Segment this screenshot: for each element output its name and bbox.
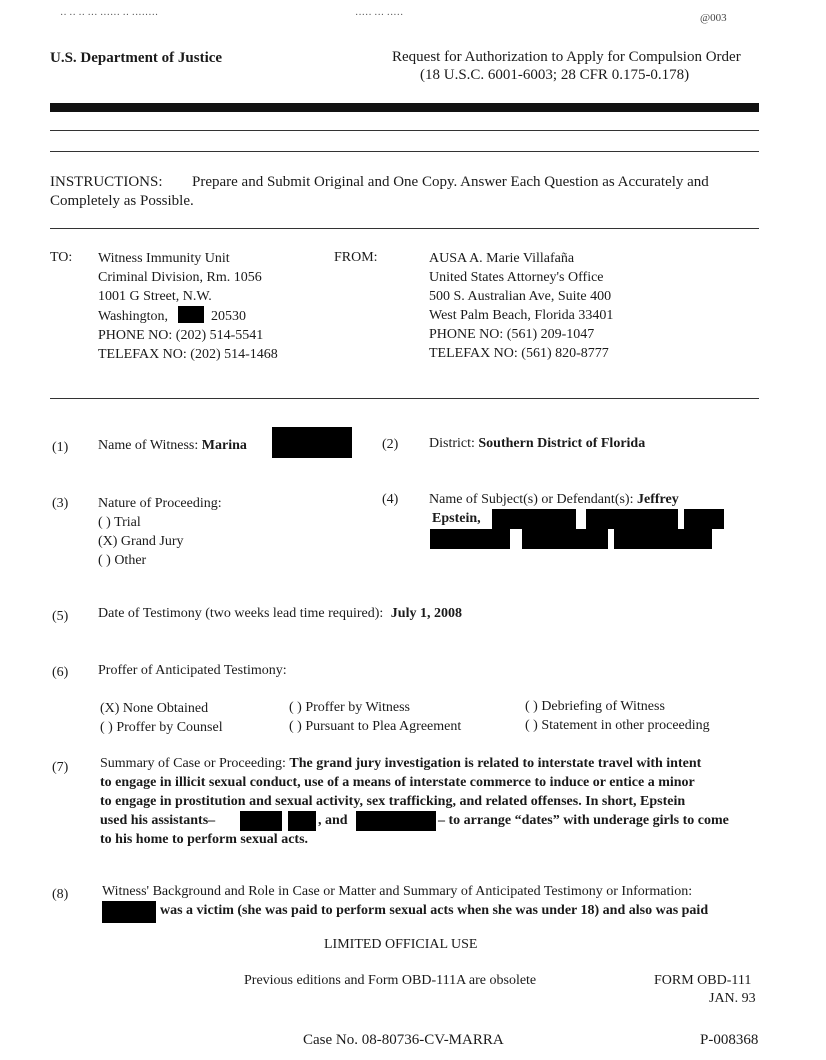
rule (50, 228, 759, 229)
fax-header-mid: ····· ··· ····· (355, 10, 404, 21)
item-number: (3) (52, 496, 69, 511)
proffer-col-1 (100, 699, 223, 737)
from-line: PHONE NO: (561) 209-1047 (429, 327, 595, 342)
witness-label: Name of Witness: (98, 438, 199, 453)
subject-value-cont: Epstein, (432, 511, 481, 526)
proffer-label: Proffer of Anticipated Testimony: (98, 663, 287, 678)
redaction-block (430, 529, 510, 549)
background-text: was a victim (she was paid to perform sexual acts when she was under 18) and also was paid (160, 903, 709, 918)
proffer-col-3 (525, 697, 710, 735)
summary-text: used his assistants– (100, 813, 216, 828)
to-line: 1001 G Street, N.W. (98, 289, 212, 304)
to-line: Washington, 20530 (98, 306, 338, 326)
instructions-label: INSTRUCTIONS: (50, 174, 163, 190)
to-line: Witness Immunity Unit (98, 251, 230, 266)
proceeding-block (98, 494, 222, 570)
redaction-block (586, 509, 678, 529)
summary-text: – to arrange “dates” with underage girls to come (438, 813, 729, 828)
date-value: July 1, 2008 (390, 606, 462, 621)
redaction-block (102, 901, 156, 923)
summary-text: , and (318, 813, 348, 828)
from-line: TELEFAX NO: (561) 820-8777 (429, 346, 609, 361)
proffer-option: (X) None Obtained (100, 701, 209, 716)
testimony-date-field (98, 606, 462, 622)
district-value: Southern District of Florida (478, 436, 646, 451)
from-line: 500 S. Australian Ave, Suite 400 (429, 289, 612, 304)
item-number: (2) (382, 437, 399, 452)
proffer-option: ( ) Proffer by Witness (289, 700, 411, 715)
proffer-option: ( ) Pursuant to Plea Agreement (289, 719, 462, 734)
instructions-text: Prepare and Submit Original and One Copy. Answer Each Question as Accurately and (192, 174, 709, 190)
redaction-block (178, 306, 204, 323)
subject-value: Jeffrey (636, 492, 679, 507)
district-field (429, 436, 645, 452)
classification-marking: LIMITED OFFICIAL USE (324, 937, 478, 952)
from-line: United States Attorney's Office (429, 270, 604, 285)
summary-text: to engage in illicit sexual conduct, use of a means of interstate commerce to induce or entice a minor (100, 775, 695, 790)
redaction-block (240, 811, 282, 831)
summary-label: Summary of Case or Proceeding: (100, 756, 286, 771)
proffer-option: ( ) Statement in other proceeding (525, 718, 710, 733)
summary-line (100, 756, 701, 772)
proceeding-option: ( ) Other (98, 553, 147, 568)
witness-name-field (98, 438, 247, 454)
district-label: District: (429, 436, 475, 451)
redaction-block (272, 427, 352, 458)
rule (50, 398, 759, 399)
witness-value: Marina (201, 438, 247, 453)
redaction-block (492, 509, 576, 529)
form-title: Request for Authorization to Apply for Compulsion Order (392, 49, 741, 65)
background-label: Witness' Background and Role in Case or Matter and Summary of Anticipated Testimony or Information: (102, 884, 693, 899)
summary-text: to engage in prostitution and sexual activity, sex trafficking, and related offenses. In short, Epstein (100, 794, 686, 809)
item-number: (4) (382, 492, 399, 507)
to-label: TO: (50, 250, 73, 265)
redaction-block (614, 529, 712, 549)
subject-label: Name of Subject(s) or Defendant(s): (429, 492, 634, 507)
summary-text: to his home to perform sexual acts. (100, 832, 309, 847)
redaction-block (522, 529, 608, 549)
form-subtitle: (18 U.S.C. 6001-6003; 28 CFR 0.175-0.178) (420, 67, 690, 83)
fax-header-left: ·· ·· ·· ··· ······ ·· ········ (60, 10, 159, 21)
from-label: FROM: (334, 250, 378, 265)
instructions-text-cont: Completely as Possible. (50, 193, 194, 209)
form-number: FORM OBD-111 (654, 973, 752, 988)
from-line: West Palm Beach, Florida 33401 (429, 308, 614, 323)
item-number: (8) (52, 887, 69, 902)
proffer-option: ( ) Proffer by Counsel (100, 720, 223, 735)
proceeding-option: ( ) Trial (98, 515, 141, 530)
item-number: (7) (52, 760, 69, 775)
subject-field (429, 492, 679, 508)
summary-text: The grand jury investigation is related to interstate travel with intent (289, 756, 702, 771)
header-thick-rule (50, 103, 759, 112)
item-number: (5) (52, 609, 69, 624)
item-number: (1) (52, 440, 69, 455)
rule (50, 151, 759, 152)
rule (50, 130, 759, 131)
from-line: AUSA A. Marie Villafaña (429, 251, 575, 266)
proceeding-option: (X) Grand Jury (98, 534, 184, 549)
to-address (98, 249, 338, 364)
proceeding-label: Nature of Proceeding: (98, 496, 222, 511)
bates-number: P-008368 (700, 1032, 759, 1048)
department-name: U.S. Department of Justice (50, 50, 223, 66)
proffer-col-2 (289, 698, 461, 736)
proffer-option: ( ) Debriefing of Witness (525, 699, 665, 714)
case-number: Case No. 08-80736-CV-MARRA (303, 1032, 504, 1048)
to-line: Criminal Division, Rm. 1056 (98, 270, 262, 285)
obsolete-note: Previous editions and Form OBD-111A are obsolete (244, 973, 537, 988)
redaction-block (684, 509, 724, 529)
item-number: (6) (52, 665, 69, 680)
date-label: Date of Testimony (two weeks lead time required): (98, 606, 384, 621)
to-line: TELEFAX NO: (202) 514-1468 (98, 347, 278, 362)
fax-page-number: @003 (700, 12, 727, 24)
to-line: PHONE NO: (202) 514-5541 (98, 328, 264, 343)
from-address (429, 249, 729, 363)
form-date: JAN. 93 (709, 991, 756, 1006)
redaction-block (356, 811, 436, 831)
redaction-block (288, 811, 316, 831)
